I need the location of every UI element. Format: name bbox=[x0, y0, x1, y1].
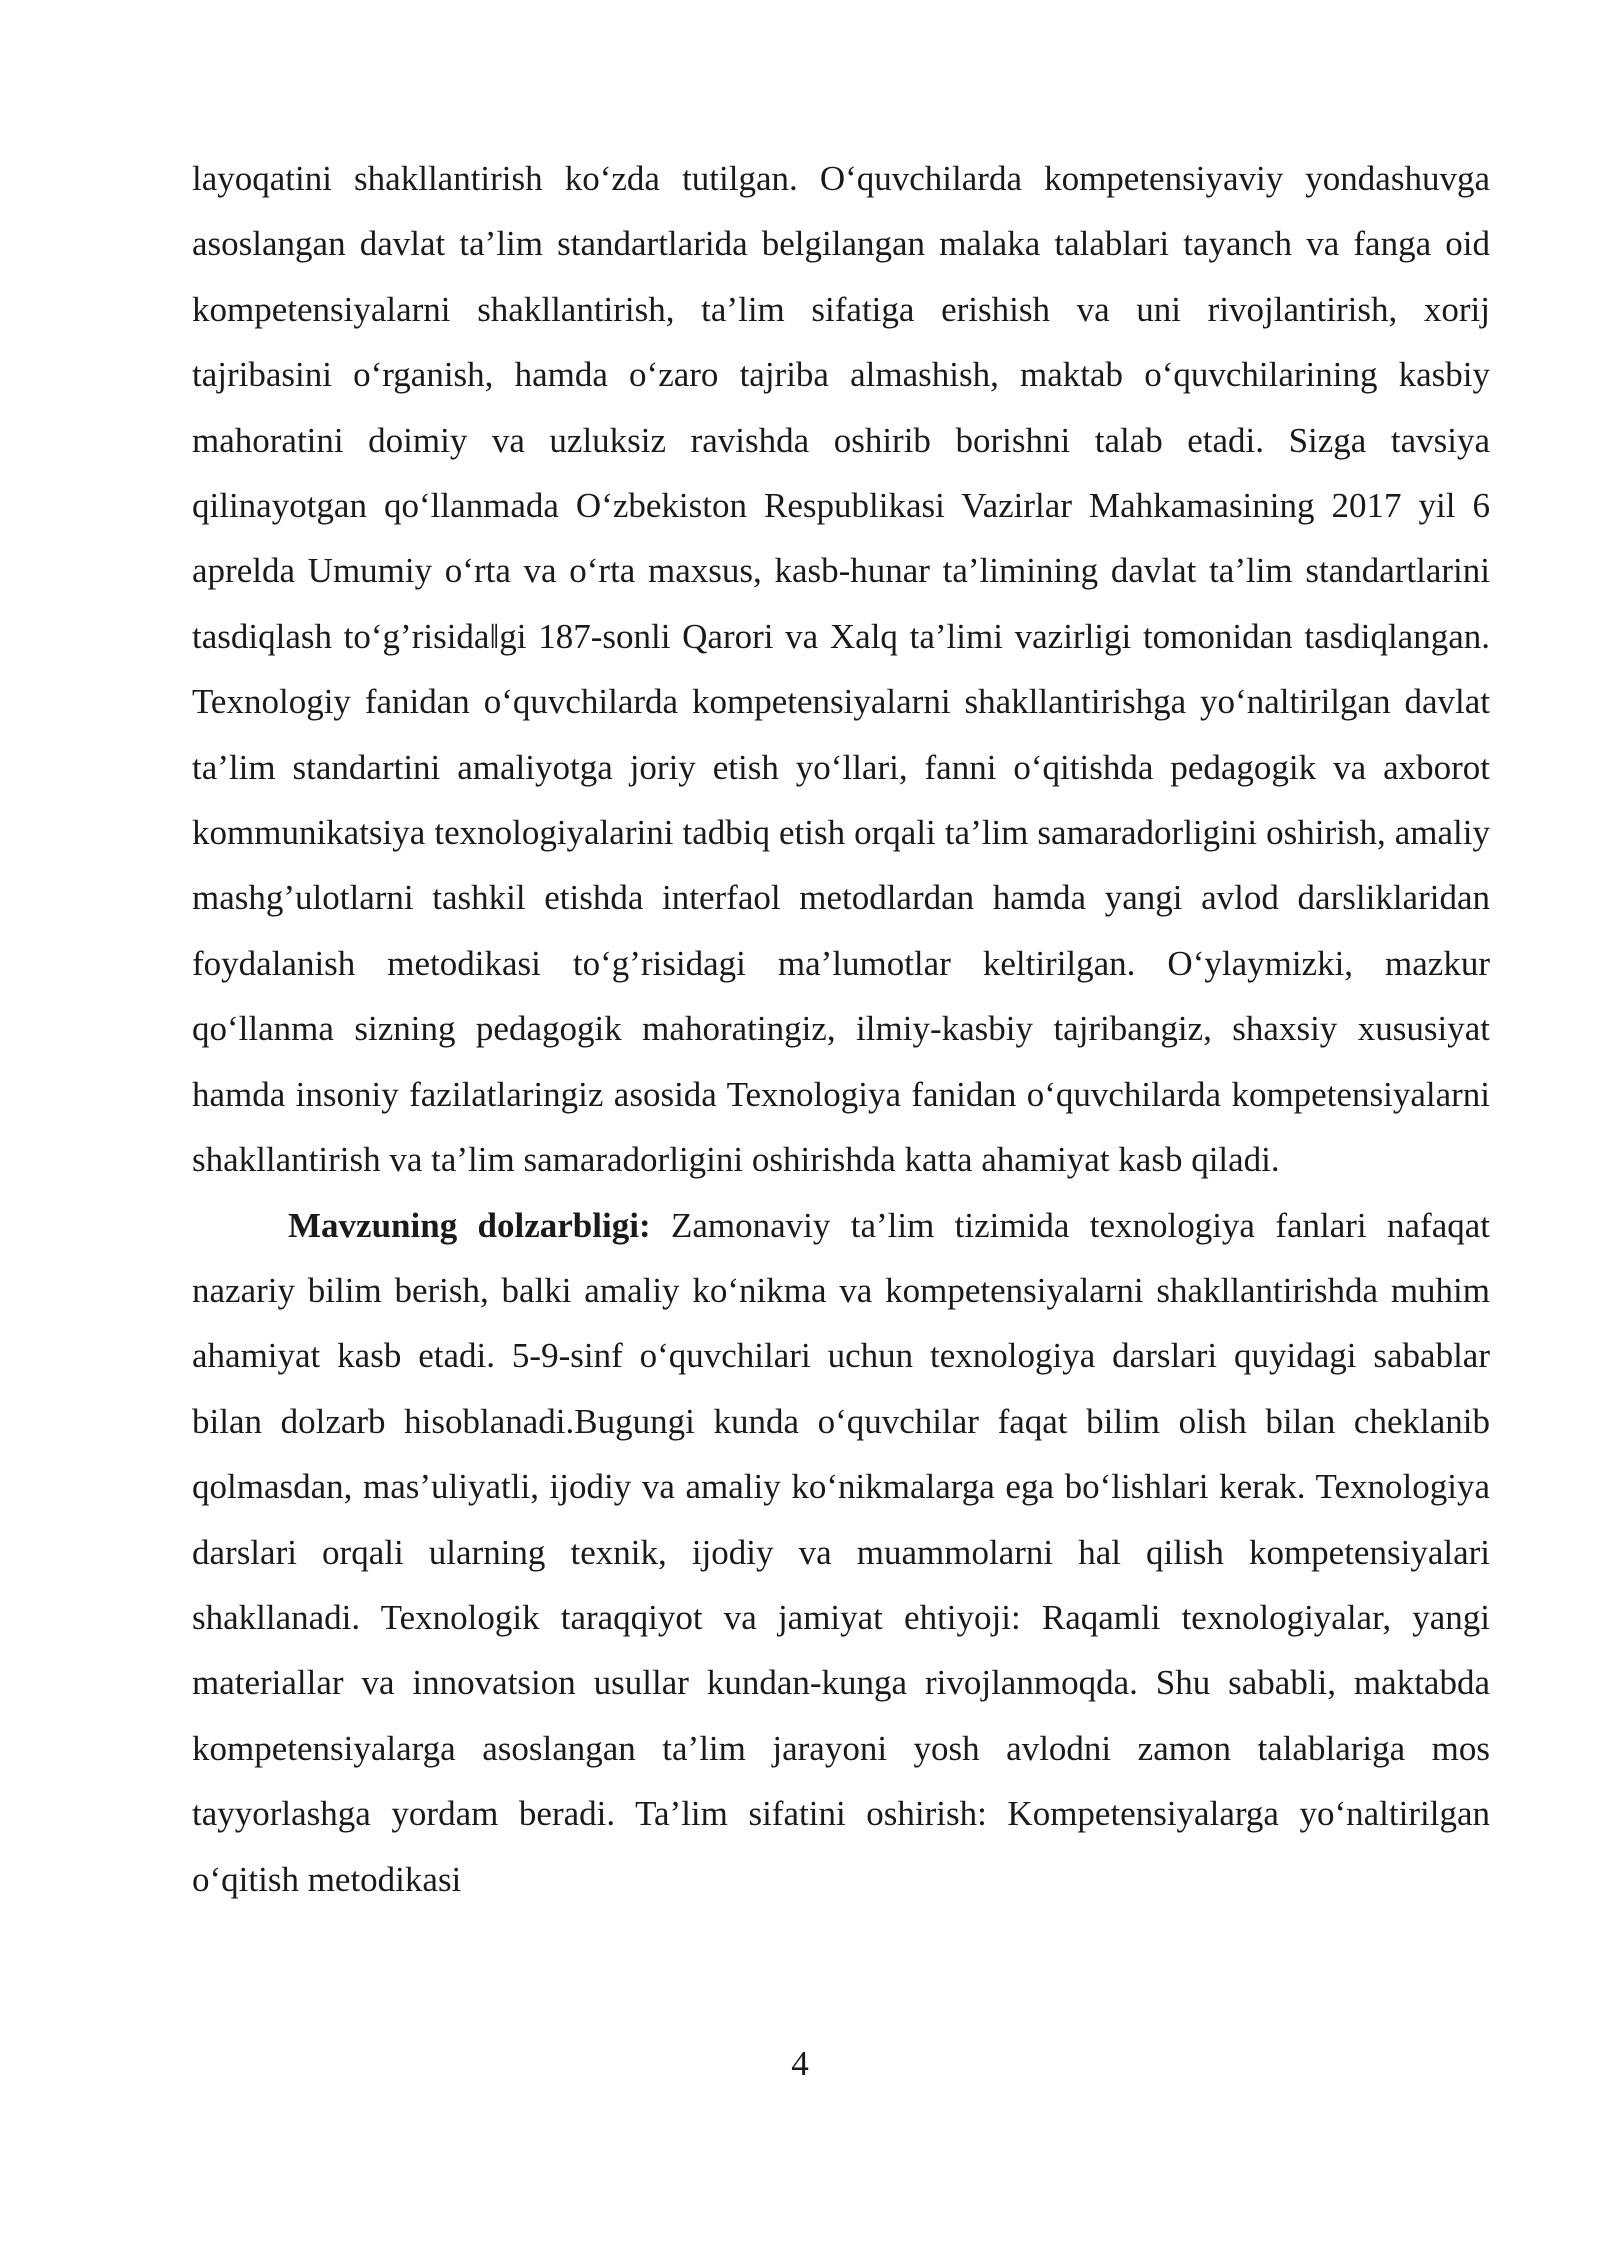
paragraph-intro: layoqatini shakllantirish ko‘zda tutilgan. O‘quvchilarda kompetensiyaviy yondashuvga asoslangan davlat ta’lim standartlarida belgilangan malaka talablari tayanch va fanga oid kompetensiyalarni shakllantirish, ta’lim sifatiga erishish va uni rivojlantirish, xorij tajribasini o‘rganish, hamda o‘zaro tajriba almashish, maktab o‘quvchilarining kasbiy mahoratini doimiy va uzluksiz ravishda oshirib borishni talab etadi. Sizga tavsiya qilinayotgan qo‘llanmada O‘zbekiston Respublikasi Vazirlar Mahkamasining 2017 yil 6 aprelda Umumiy o‘rta va o‘rta maxsus, kasb-hunar ta’limining davlat ta’lim standartlarini tasdiqlash to‘g’risida‖gi 187-sonli Qarori va Xalq ta’limi vazirligi tomonidan tasdiqlangan. Texnologiy fanidan o‘quvchilarda kompetensiyalarni shakllantirishga yo‘naltirilgan davlat ta’lim standartini amaliyotga joriy etish yo‘llari, fanni o‘qitishda pedagogik va axborot kommunikatsiya texnologiyalarini tadbiq etish orqali ta’lim samaradorligini oshirish, amaliy mashg’ulotlarni tashkil etishda interfaol metodlardan hamda yangi avlod darsliklaridan foydalanish metodikasi to‘g’risidagi ma’lumotlar keltirilgan. O‘ylaymizki, mazkur qo‘llanma sizning pedagogik mahoratingiz, ilmiy-kasbiy tajribangiz, shaxsiy xususiyat hamda insoniy fazilatlaringiz asosida Texnologiya fanidan o‘quvchilarda kompetensiyalarni shakllantirish va ta’lim samaradorligini oshirishda katta ahamiyat kasb qiladi. bbox=[192, 159, 1490, 1180]
body-text bbox=[192, 146, 1490, 1912]
relevance-heading: Mavzuning dolzarbligi: bbox=[288, 1205, 651, 1245]
relevance-body: Zamonaviy ta’lim tizimida texnologiya fanlari nafaqat nazariy bilim berish, balki amaliy ko‘nikma va kompetensiyalarni shakllantirishda muhim ahamiyat kasb etadi. 5-9-sinf o‘quvchilari uchun texnologiya darslari quyidagi sabablar bilan dolzarb hisoblanadi.Bugungi kunda o‘quvchilar faqat bilim olish bilan cheklanib qolmasdan, mas’uliyatli, ijodiy va amaliy ko‘nikmalarga ega bo‘lishlari kerak. Texnologiya darslari orqali ularning texnik, ijodiy va muammolarni hal qilish kompetensiyalari shakllanadi. Texnologik taraqqiyot va jamiyat ehtiyoji: Raqamli texnologiyalar, yangi materiallar va innovatsion usullar kundan-kunga rivojlanmoqda. Shu sababli, maktabda kompetensiyalarga asoslangan ta’lim jarayoni yosh avlodni zamon talablariga mos tayyorlashga yordam beradi. Ta’lim sifatini oshirish: Kompetensiyalarga yo‘naltirilgan o‘qitish metodikasi bbox=[192, 1205, 1490, 1899]
page-number: 4 bbox=[791, 2044, 809, 2083]
paragraph-relevance bbox=[192, 1193, 1490, 1912]
